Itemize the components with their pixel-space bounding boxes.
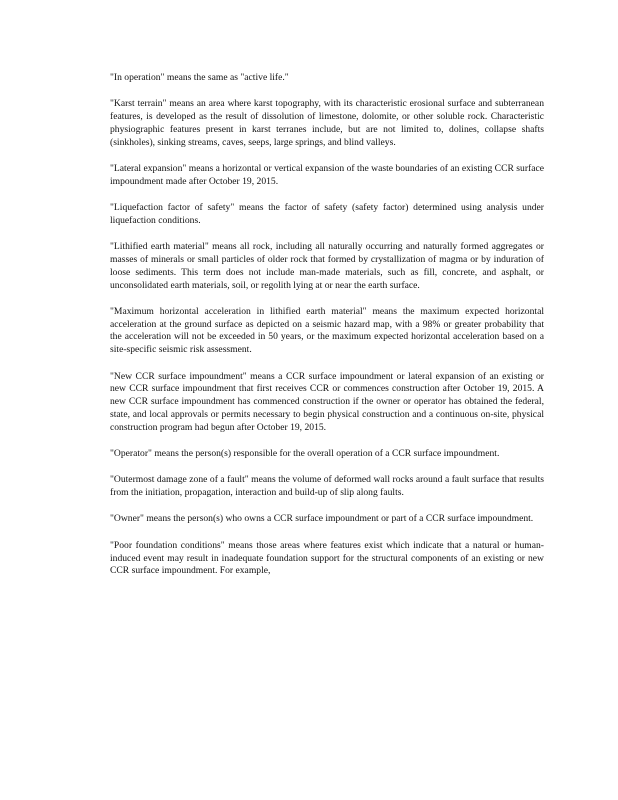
definition-operator: "Operator" means the person(s) responsible for the overall operation of a CCR surface impoundment. bbox=[110, 448, 500, 460]
definition-in-operation: "In operation" means the same as "active life." bbox=[110, 72, 289, 83]
definition-karst-terrain: "Karst terrain" means an area where karst topography, with its characteristic erosional surface and subterranean features, is developed as the result of dissolution of limestone, dolomite, or other soluble rock. Characteristic physiographic features present in karst terranes include, but are not limited to, dolines, collapse shafts (sinkholes), sinking streams, caves, seeps, large springs, and blind valleys. bbox=[110, 98, 544, 148]
definition-outermost-damage-zone: "Outermost damage zone of a fault" means the volume of deformed wall rocks around a fault surface that results from the initiation, propagation, interaction and build-up of slip along faults. bbox=[110, 474, 544, 499]
definition-owner: "Owner" means the person(s) who owns a CCR surface impoundment or part of a CCR surface impoundment. bbox=[110, 513, 534, 525]
definition-new-ccr-surface-impoundment: "New CCR surface impoundment" means a CCR surface impoundment or lateral expansion of an existing or new CCR surface impoundment that first receives CCR or commences construction after October 19, 2015. A new CCR surface impoundment has commenced construction if the owner or operator has obtained the federal, state, and local approvals or permits necessary to begin physical construction and a continuous on-site, physical construction program had begun after October 19, 2015. bbox=[110, 370, 544, 433]
definition-lateral-expansion: "Lateral expansion" means a horizontal or vertical expansion of the waste boundaries of an existing CCR surface impoundment made after October 19, 2015. bbox=[110, 162, 544, 187]
definition-maximum-horizontal-acceleration: "Maximum horizontal acceleration in lithified earth material" means the maximum expected horizontal acceleration at the ground surface as depicted on a seismic hazard map, with a 98% or greater probability that the acceleration will not be exceeded in 50 years, or the maximum expected horizontal acceleration based on a site-specific seismic risk assessment. bbox=[110, 305, 544, 356]
definition-poor-foundation-conditions: "Poor foundation conditions" means those areas where features exist which indicate that a natural or human-induced event may result in inadequate foundation support for the structural components of an existing or new CCR surface impoundment. For example, bbox=[110, 539, 544, 577]
definition-liquefaction-factor: "Liquefaction factor of safety" means the factor of safety (safety factor) determined using analysis under liquefaction conditions. bbox=[110, 202, 544, 226]
definitions-list bbox=[110, 72, 544, 592]
definition-lithified-earth-material: "Lithified earth material" means all rock, including all naturally occurring and naturally formed aggregates or masses of minerals or small particles of older rock that formed by crystallization of magma or by induration of loose sediments. This term does not include man-made materials, such as fill, concrete, and asphalt, or unconsolidated earth materials, soil, or regolith lying at or near the earth surface. bbox=[110, 241, 544, 291]
